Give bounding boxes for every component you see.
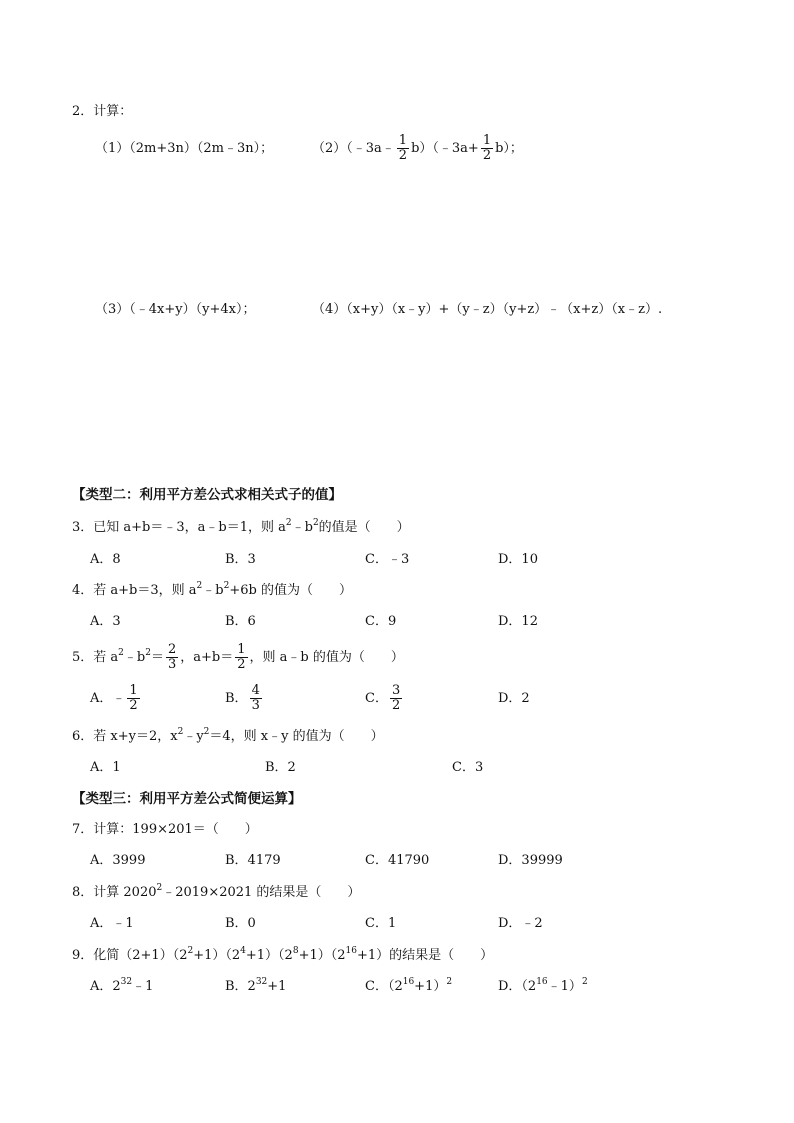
q7-option-a[interactable]: A．3999	[90, 853, 146, 868]
q2-part2-b: b）（﹣3a+	[411, 141, 479, 156]
q8-option-c[interactable]: C．1	[365, 916, 397, 931]
section-heading-type2: 【类型二：利用平方差公式求相关式子的值】	[72, 487, 342, 503]
q9-option-a[interactable]: A．$2^{32}﹣1$	[90, 977, 154, 994]
q2-part2	[312, 132, 523, 166]
q7-option-d[interactable]: D．39999	[498, 853, 563, 868]
q3-option-b[interactable]: B．3	[225, 552, 256, 567]
fraction: $\frac{1}{2}$	[398, 133, 408, 163]
q4-option-b[interactable]: B．6	[225, 614, 256, 629]
q9-option-b[interactable]: B．$2^{32}+1$	[225, 977, 287, 994]
q2-part2-a: （2）（﹣3a﹣	[312, 141, 395, 156]
fraction: $\frac{1}{2}$	[129, 683, 138, 713]
section-heading-type3: 【类型三：利用平方差公式简便运算】	[72, 791, 302, 807]
q5-option-d[interactable]: D．2	[498, 691, 530, 706]
q8-stem: 8．计算 $2020^2﹣2019\times 2021$ 的结果是（ ）	[72, 883, 361, 900]
q8-option-b[interactable]: B．0	[225, 916, 256, 931]
q5-option-b[interactable]: B． $\frac{4}{3}$	[225, 683, 260, 713]
q9-stem: 9．化简$(2+1)(2^2+1)(2^4+1)(2^8+1)(2^{16}+1)$的结果是（ ）	[72, 946, 494, 963]
q6-option-b[interactable]: B．2	[265, 760, 296, 775]
q4-stem: 4．若 a+b＝3，则 $a^2﹣b^2+6b$ 的值为（ ）	[72, 581, 352, 598]
q3-option-d[interactable]: D．10	[498, 552, 538, 567]
q7-option-b[interactable]: B．4179	[225, 853, 281, 868]
q3-stem: 3．已知 a+b＝﹣3，a﹣b＝1，则 $a^2﹣b^2$的值是（ ）	[72, 518, 410, 535]
fraction: $\frac{2}{3}$	[167, 642, 177, 672]
fraction: $\frac{1}{2}$	[482, 133, 492, 163]
q8-option-d[interactable]: D．﹣2	[498, 916, 543, 931]
q2-part4: （4）（x+y）（x﹣y）+（y﹣z）（y+z）﹣（x+z）（x﹣z）.	[312, 302, 663, 317]
q4-option-a[interactable]: A．3	[90, 614, 121, 629]
q3-option-a[interactable]: A．8	[90, 552, 121, 567]
q2-stem: 2．计算：	[72, 104, 133, 119]
q4-option-c[interactable]: C．9	[365, 614, 397, 629]
q6-option-a[interactable]: A．1	[90, 760, 121, 775]
q8-option-a[interactable]: A．﹣1	[90, 916, 134, 931]
q2-part3: （3）（﹣4x+y）（y+4x）；	[95, 302, 256, 317]
q6-option-c[interactable]: C．3	[452, 760, 484, 775]
q9-option-c[interactable]: C．$(2^{16}+1)^2$	[365, 977, 453, 994]
fraction: $\frac{1}{2}$	[237, 642, 246, 672]
q2-part2-c: b）；	[495, 141, 523, 156]
q2-part1: （1）（2m+3n）（2m﹣3n）；	[95, 141, 274, 156]
q9-option-d[interactable]: D．$(2^{16}﹣1)^2$	[498, 977, 588, 994]
q4-option-d[interactable]: D．12	[498, 614, 538, 629]
q5-option-a[interactable]: A．﹣ $\frac{1}{2}$	[90, 683, 138, 713]
q3-option-c[interactable]: C．﹣3	[365, 552, 410, 567]
q6-stem: 6．若 x+y＝2，$x^2﹣y^2=4$，则 x﹣y 的值为（ ）	[72, 727, 384, 744]
q7-stem: 7．计算：199×201＝（ ）	[72, 822, 258, 837]
fraction: $\frac{4}{3}$	[251, 683, 260, 713]
q5-stem: 5．若 $a^2﹣b^2=$ $\frac{2}{3}$ ，a+b＝ $\frac{1}{2}$ ，则 a﹣b 的值为（ ）	[72, 642, 404, 672]
q7-option-c[interactable]: C．41790	[365, 853, 430, 868]
q5-option-c[interactable]: C． $\frac{3}{2}$	[365, 683, 401, 713]
fraction: $\frac{3}{2}$	[391, 683, 401, 713]
